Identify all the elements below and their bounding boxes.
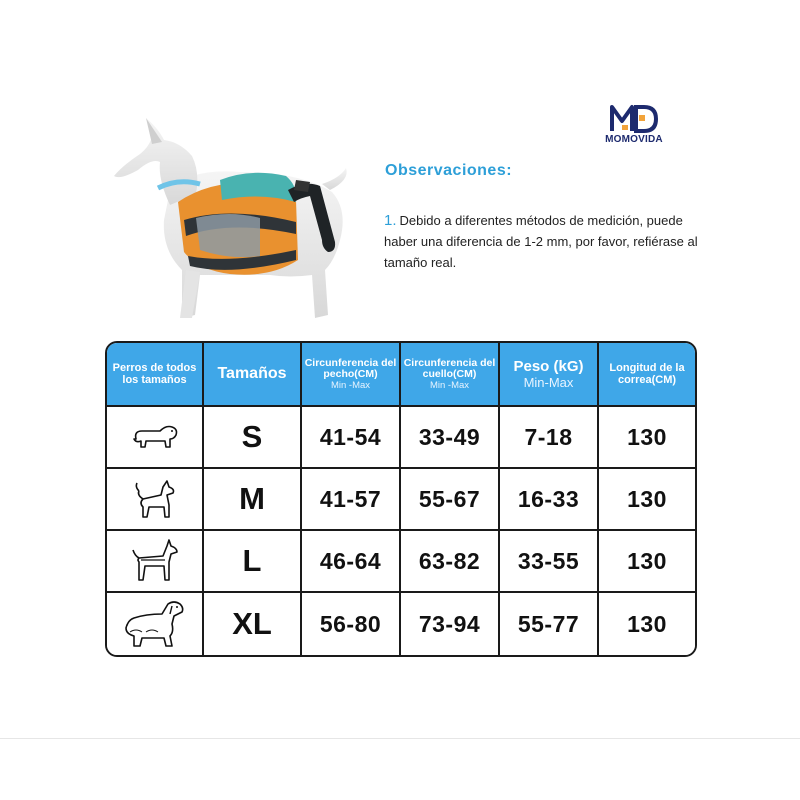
header-dogs: Perros de todos los tamaños: [107, 343, 204, 407]
table-row: [107, 469, 695, 531]
strap-length: 130: [599, 407, 695, 469]
weight-range: 55-77: [500, 593, 599, 655]
observation-number: 1.: [384, 212, 397, 229]
strap-length: 130: [599, 531, 695, 593]
observation-body: Debido a diferentes métodos de medición, puede haber una diferencia de 1-2 mm, por favor, refiérase al tamaño real.: [384, 213, 698, 270]
chest-range: 41-57: [302, 469, 401, 531]
xl-dog-icon: [122, 598, 188, 650]
neck-range: 33-49: [401, 407, 500, 469]
header-neck: Circunferencia del cuello(CM) Min -Max: [401, 343, 500, 407]
brand-logo: [598, 103, 670, 145]
strap-length: 130: [599, 469, 695, 531]
chest-range: 46-64: [302, 531, 401, 593]
header-sizes: Tamaños: [204, 343, 302, 407]
table-row: [107, 407, 695, 469]
neck-range: 73-94: [401, 593, 500, 655]
header-chest: Circunferencia del pecho(CM) Min -Max: [302, 343, 401, 407]
large-dog-icon: [129, 538, 181, 584]
neck-range: 63-82: [401, 531, 500, 593]
size-label: S: [204, 407, 302, 469]
size-chart-table: [105, 341, 697, 657]
table-header-row: [107, 343, 695, 407]
observations-title: Observaciones:: [385, 162, 513, 179]
small-dog-icon: [130, 419, 180, 455]
size-label: L: [204, 531, 302, 593]
divider: [0, 738, 800, 739]
dog-harness-photo: [100, 110, 365, 335]
chest-range: 41-54: [302, 407, 401, 469]
size-label: XL: [204, 593, 302, 655]
table-row: [107, 593, 695, 655]
observations-text: [384, 210, 714, 273]
brand-name: MOMOVIDA: [605, 134, 663, 145]
weight-range: 33-55: [500, 531, 599, 593]
weight-range: 16-33: [500, 469, 599, 531]
header-weight: Peso (kG) Min-Max: [500, 343, 599, 407]
weight-range: 7-18: [500, 407, 599, 469]
medium-dog-icon: [131, 477, 179, 521]
neck-range: 55-67: [401, 469, 500, 531]
size-label: M: [204, 469, 302, 531]
chest-range: 56-80: [302, 593, 401, 655]
strap-length: 130: [599, 593, 695, 655]
header-strap: Longitud de la correa(CM): [599, 343, 695, 407]
table-row: [107, 531, 695, 593]
md-logo-icon: [608, 103, 660, 133]
